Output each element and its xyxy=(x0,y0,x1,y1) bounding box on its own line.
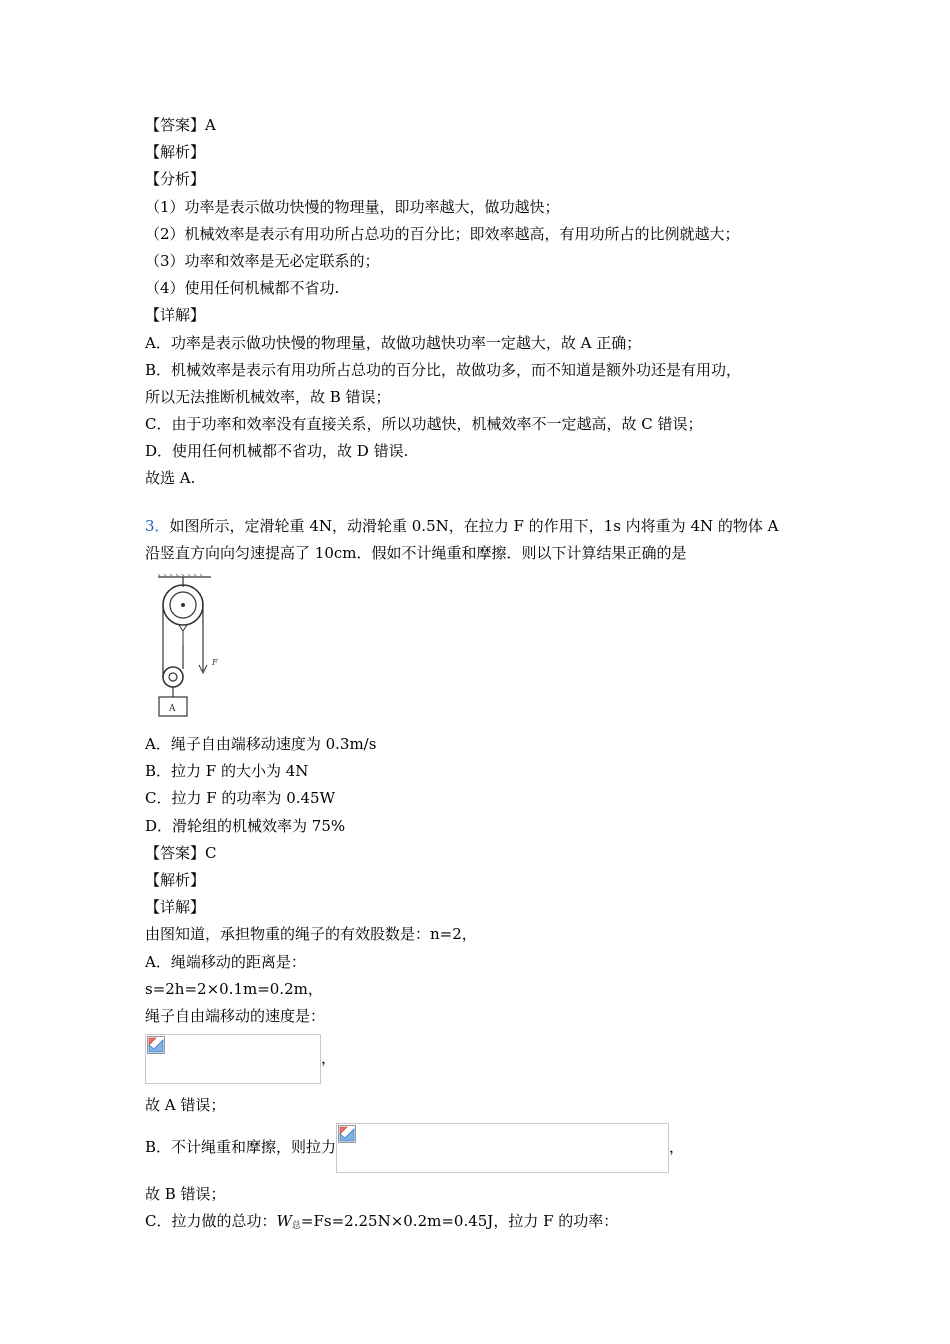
q3-v-formula-line xyxy=(145,1030,815,1086)
broken-image-icon xyxy=(338,1125,356,1143)
q3-stem-line2: 沿竖直方向向匀速提高了 10cm．假如不计绳重和摩擦．则以下计算结果正确的是 xyxy=(145,543,687,562)
q2-point-2: （2）机械效率是表示有用功所占总功的百分比；即效率越高，有用功所占的比例就越大； xyxy=(145,224,740,243)
q3-stem-line1 xyxy=(145,513,815,540)
q3-c-W: W xyxy=(276,1212,292,1231)
q3-option-a: A．绳子自由端移动速度为 0.3m/s xyxy=(145,735,377,753)
velocity-formula-image xyxy=(145,1034,321,1084)
force-formula-image xyxy=(336,1123,669,1173)
broken-image-icon xyxy=(147,1036,165,1054)
q2-point-4: （4）使用任何机械都不省功. xyxy=(145,279,340,298)
q3-c-sub: 总 xyxy=(291,1221,301,1232)
q3-option-d: D．滑轮组的机械效率为 75% xyxy=(145,816,346,835)
q3-detail-heading: 【详解】 xyxy=(145,898,206,917)
q2-point-1: （1）功率是表示做功快慢的物理量，即功率越大，做功越快； xyxy=(145,197,560,216)
q3-s-formula: s=2h=2×0.1m=0.2m， xyxy=(145,979,323,998)
block-label: A xyxy=(169,704,176,714)
q2-analysis-heading: 【解析】 xyxy=(145,143,206,162)
comma-after-velocity: ， xyxy=(321,1049,337,1068)
q3-analysis-heading: 【解析】 xyxy=(145,870,206,889)
force-label: F xyxy=(212,658,218,667)
comma-after-force: ， xyxy=(669,1138,685,1157)
q3-b-line xyxy=(145,1119,815,1175)
q2-answer: 【答案】A xyxy=(145,116,216,134)
pulley-diagram xyxy=(153,573,233,723)
q3-c-pre: C．拉力做的总功： xyxy=(145,1212,277,1231)
pulley-figure xyxy=(153,573,233,723)
q3-b-wrong: 故 B 错误； xyxy=(145,1185,226,1204)
q2-fenxi-heading: 【分析】 xyxy=(145,170,206,189)
q2-detail-c: C．由于功率和效率没有直接关系，所以功越快，机械效率不一定越高，故 C 错误； xyxy=(145,415,703,434)
q3-answer: 【答案】C xyxy=(145,843,217,862)
q3-stem-text1: 如图所示，定滑轮重 4N，动滑轮重 0.5N，在拉力 F 的作用下，1s 内将重为 4N 的物体 A xyxy=(169,516,779,535)
q3-number: 3． xyxy=(145,516,170,535)
q3-c-line xyxy=(145,1208,815,1235)
document-page xyxy=(145,112,815,1236)
q2-detail-heading: 【详解】 xyxy=(145,306,206,325)
q2-conclusion: 故选 A. xyxy=(145,469,196,488)
q3-b-text: B．不计绳重和摩擦，则拉力 xyxy=(145,1138,337,1157)
q3-a-wrong: 故 A 错误； xyxy=(145,1096,226,1115)
q3-option-c: C．拉力 F 的功率为 0.45W xyxy=(145,789,336,808)
q2-detail-b1: B．机械效率是表示有用功所占总功的百分比，故做功多，而不知道是额外功还是有用功， xyxy=(145,360,742,379)
q2-detail-b2: 所以无法推断机械效率，故 B 错误； xyxy=(145,387,391,406)
q3-c-post: =Fs=2.25N×0.2m=0.45J，拉力 F 的功率： xyxy=(300,1212,619,1231)
q3-a-line: A．绳端移动的距离是： xyxy=(145,952,306,971)
q2-detail-d: D．使用任何机械都不省功，故 D 错误. xyxy=(145,442,409,461)
q2-detail-a: A．功率是表示做功快慢的物理量，故做功越快功率一定越大，故 A 正确； xyxy=(145,333,642,352)
q3-n-line: 由图知道，承担物重的绳子的有效股数是：n=2， xyxy=(145,925,477,944)
q2-point-3: （3）功率和效率是无必定联系的； xyxy=(145,251,380,270)
q3-v-line: 绳子自由端移动的速度是： xyxy=(145,1006,326,1025)
q3-option-b: B．拉力 F 的大小为 4N xyxy=(145,762,309,781)
